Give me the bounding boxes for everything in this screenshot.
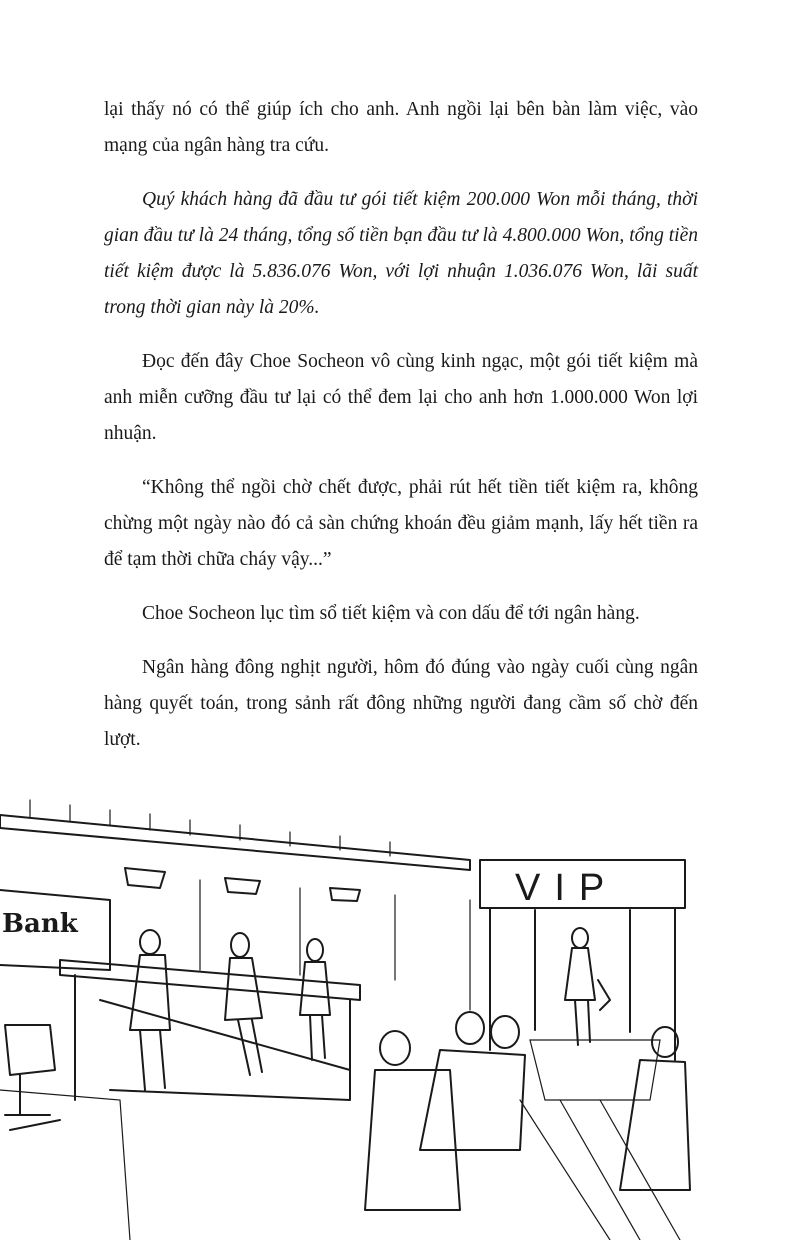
vip-customer-head <box>572 928 588 948</box>
vip-customer-body <box>565 948 610 1045</box>
office-chair <box>5 1025 60 1130</box>
waiting-bench <box>520 1100 680 1240</box>
paragraph-5: Choe Socheon lục tìm sổ tiết kiệm và con dấu để tới ngân hàng. <box>142 603 640 624</box>
ceiling-beam <box>0 815 470 870</box>
body-text <box>104 92 698 776</box>
vip-carpet <box>530 1040 660 1100</box>
bank-lobby-illustration <box>0 770 800 1240</box>
hanging-lamps <box>125 868 360 901</box>
bank-lobby-sketch <box>0 770 800 1240</box>
counter-body <box>75 975 350 1100</box>
paragraph-2-italic-quote: Quý khách hàng đã đầu tư gói tiết kiệm 200.000 Won mỗi tháng, thời gian đầu tư là 24 tháng, tổng số tiền bạn đầu tư là 4.800.000 Won, tổng tiền tiết kiệm được là 5.836.076 Won, với lợi nhuận 1.036.076 Won, lãi suất trong thời gian này là 20%. <box>104 189 698 318</box>
paragraph-6: Ngân hàng đông nghịt người, hôm đó đúng vào ngày cuối cùng ngân hàng quyết toán, trong sảnh rất đông những người đang cầm số chờ đến lượt. <box>104 657 698 750</box>
paragraph-1: lại thấy nó có thể giúp ích cho anh. Anh ngồi lại bên bàn làm việc, vào mạng của ngân hàng tra cứu. <box>104 99 698 156</box>
counter-top <box>60 960 360 1000</box>
paragraph-3: Đọc đến đây Choe Socheon vô cùng kinh ngạc, một gói tiết kiệm mà anh miễn cưỡng đầu tư lại có thể đem lại cho anh hơn 1.000.000 Won lợi nhuận. <box>104 351 698 444</box>
bank-sign: Bank <box>2 909 78 939</box>
vip-sign: VIP <box>515 867 619 909</box>
paragraph-4-dialogue: “Không thể ngồi chờ chết được, phải rút hết tiền tiết kiệm ra, không chừng một ngày nào đó cả sàn chứng khoán đều giảm mạnh, lấy hết tiền ra để tạm thời chữa cháy vậy...” <box>104 477 698 570</box>
